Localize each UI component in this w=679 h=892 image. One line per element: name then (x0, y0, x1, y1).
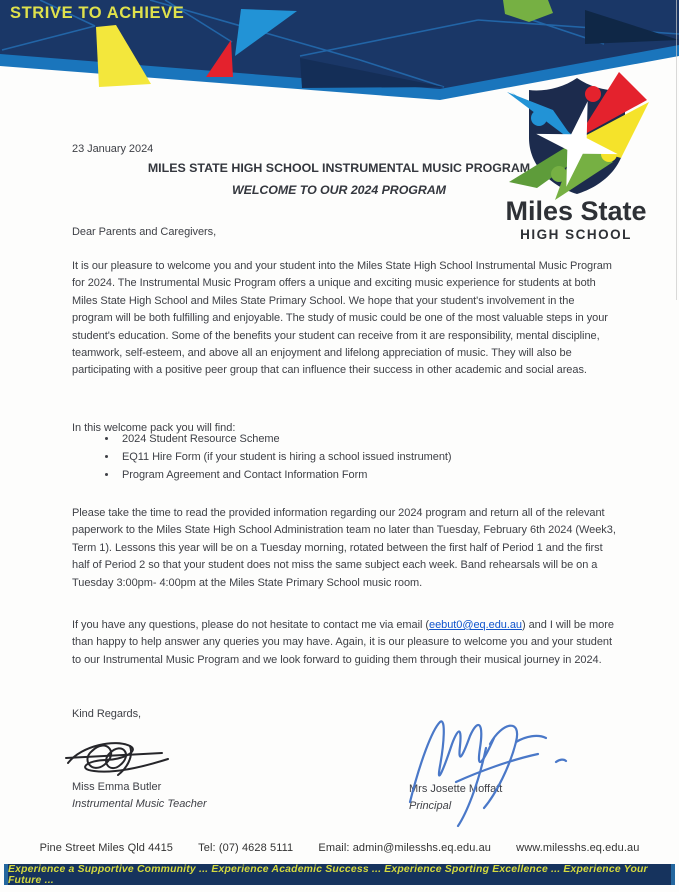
signature-emma-butler (64, 733, 184, 781)
footer-tagline-bar (4, 864, 675, 885)
signatory-title: Principal (409, 800, 452, 812)
signatory-block (409, 781, 502, 815)
footer-phone: Tel: (07) 4628 5111 (198, 842, 294, 854)
signatory-name: Miss Emma Butler (72, 781, 162, 793)
signatory-title: Instrumental Music Teacher (72, 798, 207, 810)
school-motto: STRIVE TO ACHIEVE (10, 4, 185, 22)
footer-email: Email: admin@milesshs.eq.edu.au (318, 842, 492, 854)
footer-tagline: Experience a Supportive Community ... Experience Academic Success ... Experience Sporting Excellence ... Experience Your Future ... (8, 863, 648, 886)
footer-website: www.milesshs.eq.edu.au (516, 842, 640, 854)
paragraph-contact (72, 617, 617, 669)
list-item: • 2024 Student Resource Scheme (118, 431, 663, 448)
contact-text-before: If you have any questions, please do not hesitate to contact me via email ( (72, 619, 430, 631)
signatory-block (72, 779, 207, 813)
welcome-pack-intro: In this welcome pack you will find: (72, 422, 236, 434)
list-item: • Program Agreement and Contact Information Form (118, 467, 663, 484)
salutation: Dear Parents and Caregivers, (72, 226, 217, 238)
signatory-name: Mrs Josette Moffatt (409, 783, 503, 795)
paragraph-paperwork: Please take the time to read the provided information regarding our 2024 program and return all of the relevant paperwork to the Miles State High School Administration team no later than Tuesday, February 6th 2024 (Week3, Term 1). Lessons this year will be on a Tuesday morning, rotated between the first half of Period 1 and the first half of Period 2 so that your student does not miss the same subject each week. Band rehearsals will be on a Tuesday 3:00pm- 4:00pm at the Miles State Primary School music room. (72, 507, 616, 589)
closing: Kind Regards, (72, 708, 142, 720)
school-logo (490, 66, 662, 242)
scan-artifact-line (676, 0, 677, 300)
school-crest-icon (501, 66, 651, 204)
letter-date: 23 January 2024 (72, 143, 154, 155)
school-type: HIGH SCHOOL (520, 227, 632, 242)
letter-title: MILES STATE HIGH SCHOOL INSTRUMENTAL MUSIC PROGRAM (147, 161, 531, 175)
list-item: • EQ11 Hire Form (if your student is hiring a school issued instrument) (118, 449, 663, 466)
welcome-pack-list (72, 431, 663, 485)
paragraph-welcome: It is our pleasure to welcome you and your student into the Miles State High School Instrumental Music Program for 2024. The Instrumental Music Program offers a unique and exciting music experience for students at both Miles State High School and Miles State Primary School. We hope that your student's involvement in the program will be both fulfilling and enjoyable. The study of music could be one of the most valuable steps in your student's education. Some of the benefits your student can receive from it are responsibility, mental discipline, teamwork, self-esteem, and above all an enjoyment and lifelong appreciation of music. They will also be participating with a positive peer group that can influence their success in other academic and social areas. (72, 260, 612, 377)
school-name: Miles State (505, 196, 647, 226)
footer-contact-line (0, 842, 679, 854)
letter-subtitle: WELCOME TO OUR 2024 PROGRAM (232, 183, 446, 198)
email-link[interactable]: eebut0@eq.edu.au (429, 619, 522, 631)
footer-address: Pine Street Miles Qld 4415 (39, 842, 174, 854)
contact-text-after: ) and I will be more than happy to help answer any queries you may have. Again, it is our pleasure to welcome you and your student to our Instrumental Music Program and we look forward to guiding them through their musical journey in 2024. (72, 619, 614, 666)
